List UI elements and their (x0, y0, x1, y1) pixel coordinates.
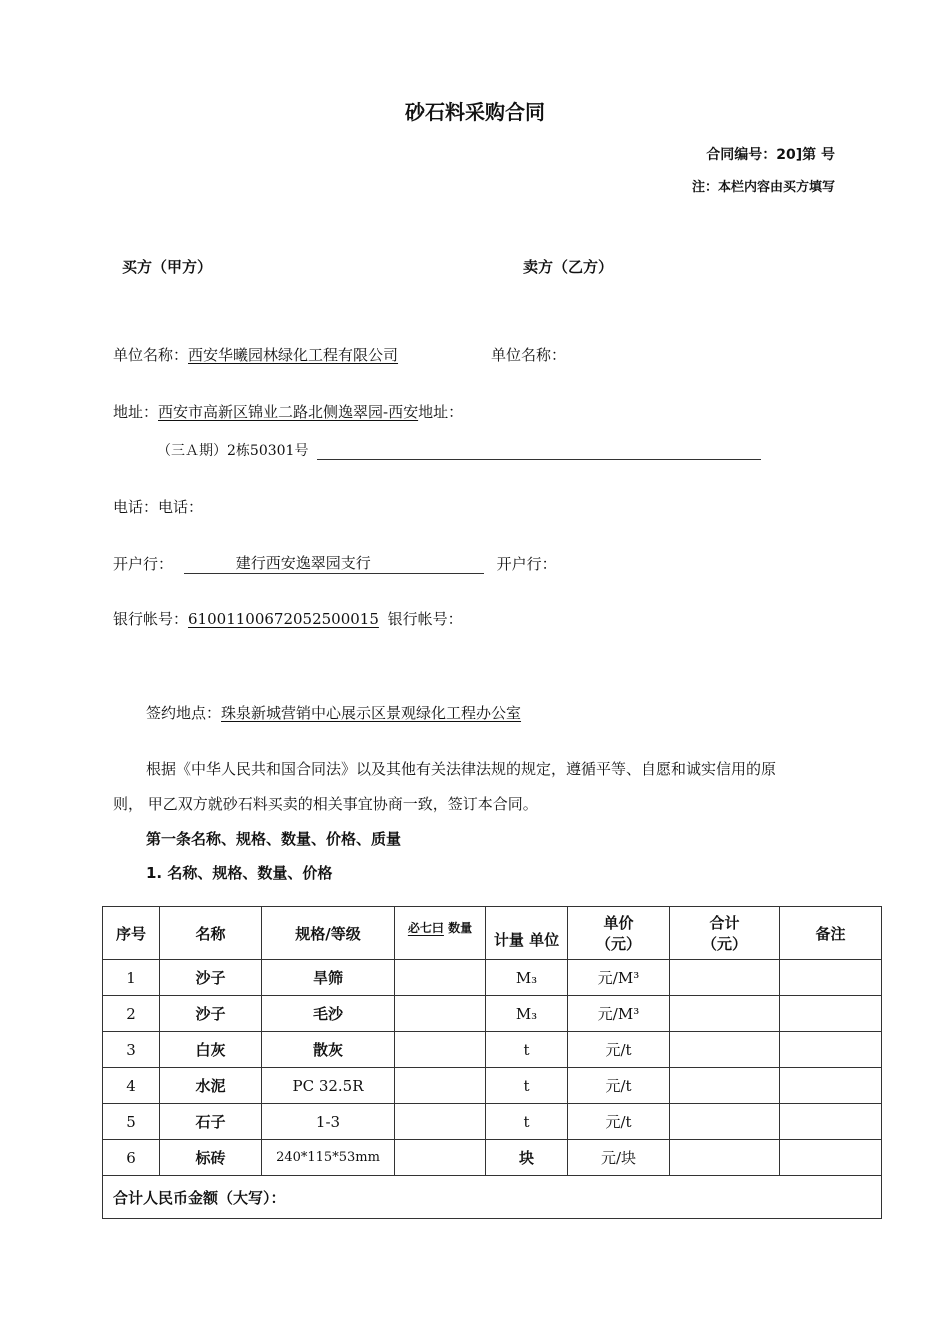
article-1-heading: 第一条名称、规格、数量、价格、质量 (146, 830, 402, 848)
cell-qty (395, 1104, 486, 1140)
cell-name: 石子 (160, 1104, 262, 1140)
cell-remark (780, 1068, 882, 1104)
bank-label: 开户行： (113, 555, 174, 573)
bank-row (113, 552, 557, 574)
cell-no: 5 (103, 1104, 160, 1140)
buyer-bank: 建行西安逸翠园支行 (235, 554, 371, 572)
cell-qty (395, 1032, 486, 1068)
cell-unit: 块 (486, 1140, 568, 1176)
buyer-account: 61001100672052500015 (188, 610, 379, 628)
cell-remark (780, 1140, 882, 1176)
cell-remark (780, 1104, 882, 1140)
unit-name-label: 单位名称： (113, 346, 189, 364)
cell-qty (395, 1068, 486, 1104)
cell-unit: t (486, 1104, 568, 1140)
cell-name: 水泥 (160, 1068, 262, 1104)
seller-bank-label: 开户行： (496, 555, 557, 573)
phone-label: 电话： (113, 498, 159, 516)
header-price-line1: 单价 (603, 914, 634, 932)
cell-qty (395, 960, 486, 996)
header-qty-label: 数量 (448, 920, 473, 935)
header-qty (395, 907, 486, 960)
paragraph-line-1: 根据《中华人民共和国合同法》以及其他有关法律法规的规定，遵循平等、自愿和诚实信用的原 (146, 760, 777, 778)
seller-phone-label: 电话： (158, 498, 204, 516)
cell-price: 元/t (568, 1068, 670, 1104)
sign-place-row (146, 702, 521, 723)
cell-remark (780, 960, 882, 996)
cell-total (670, 996, 780, 1032)
cell-name: 白灰 (160, 1032, 262, 1068)
seller-address-label: 地址： (418, 403, 464, 421)
cell-unit: M₃ (486, 996, 568, 1032)
cell-spec: 240*115*53mm (262, 1140, 395, 1176)
buyer-heading: 买方（甲方） (122, 258, 213, 276)
table-row (103, 960, 882, 996)
address-row-2 (157, 440, 761, 460)
header-price (568, 907, 670, 960)
cell-unit: t (486, 1068, 568, 1104)
sign-place: 珠泉新城营销中心展示区景观绿化工程办公室 (221, 704, 522, 722)
buyer-bank-field (184, 552, 484, 574)
cell-price: 元/块 (568, 1140, 670, 1176)
contract-number: 合同编号：20]第 号 (706, 147, 835, 163)
header-unit-label: 计量 单位 (493, 930, 560, 949)
cell-qty (395, 996, 486, 1032)
header-total-line2: （元） (701, 935, 747, 953)
address-row (113, 401, 463, 422)
buyer-address-line1: 西安市高新区锦业二路北侧逸翠园-西安 (158, 403, 419, 421)
cell-total (670, 1032, 780, 1068)
account-row (113, 608, 463, 629)
header-no: 序号 (103, 907, 160, 960)
table-row (103, 1104, 882, 1140)
cell-total (670, 960, 780, 996)
table-row (103, 1140, 882, 1176)
header-qty-text (395, 919, 485, 936)
header-unit (486, 907, 568, 960)
buyer-address-line2: （三Ａ期）2栋50301号 (157, 443, 309, 459)
cell-spec: 毛沙 (262, 996, 395, 1032)
header-total-line1: 合计 (709, 914, 740, 932)
cell-unit: t (486, 1032, 568, 1068)
materials-table (102, 906, 882, 1219)
cell-name: 沙子 (160, 996, 262, 1032)
cell-no: 2 (103, 996, 160, 1032)
buyer-fill-note: 注：本栏内容由买方填写 (691, 180, 835, 195)
seller-heading: 卖方（乙方） (523, 258, 614, 276)
cell-price: 元/M³ (568, 996, 670, 1032)
header-name: 名称 (160, 907, 262, 960)
paragraph-line-2: 则， 甲乙双方就砂石料买卖的相关事宜协商一致，签订本合同。 (113, 795, 538, 813)
cell-spec: 散灰 (262, 1032, 395, 1068)
article-1-subheading: 1. 名称、规格、数量、价格 (146, 864, 333, 882)
cell-no: 4 (103, 1068, 160, 1104)
buyer-unit-name: 西安华曦园林绿化工程有限公司 (188, 346, 399, 364)
cell-remark (780, 1032, 882, 1068)
header-qty-prefix: 必七曰 (407, 920, 444, 935)
cell-price: 元/t (568, 1032, 670, 1068)
cell-price: 元/t (568, 1104, 670, 1140)
cell-total (670, 1104, 780, 1140)
sign-place-label: 签约地点： (146, 704, 222, 722)
cell-total (670, 1140, 780, 1176)
cell-total (670, 1068, 780, 1104)
header-total (670, 907, 780, 960)
cell-remark (780, 996, 882, 1032)
header-price-line2: （元） (595, 935, 641, 953)
cell-no: 3 (103, 1032, 160, 1068)
cell-spec: 1-3 (262, 1104, 395, 1140)
cell-spec: 旱筛 (262, 960, 395, 996)
cell-unit: M₃ (486, 960, 568, 996)
cell-name: 标砖 (160, 1140, 262, 1176)
table-row (103, 1032, 882, 1068)
cell-qty (395, 1140, 486, 1176)
cell-name: 沙子 (160, 960, 262, 996)
table-header-row (103, 907, 882, 960)
seller-account-label: 银行帐号： (387, 610, 463, 628)
buyer-unit-row (113, 344, 398, 365)
address-label: 地址： (113, 403, 159, 421)
table-total-row (103, 1176, 882, 1219)
seller-address-blank (317, 459, 761, 460)
document-title: 砂石料采购合同 (405, 100, 545, 124)
cell-no: 6 (103, 1140, 160, 1176)
header-remark: 备注 (780, 907, 882, 960)
phone-row (113, 496, 203, 517)
table-row (103, 996, 882, 1032)
cell-spec: PC 32.5R (262, 1068, 395, 1104)
header-spec: 规格/等级 (262, 907, 395, 960)
cell-no: 1 (103, 960, 160, 996)
seller-unit-name-label: 单位名称： (491, 346, 567, 364)
cell-price: 元/M³ (568, 960, 670, 996)
account-label: 银行帐号： (113, 610, 189, 628)
table-row (103, 1068, 882, 1104)
total-amount-label: 合计人民币金额（大写）： (103, 1176, 882, 1219)
